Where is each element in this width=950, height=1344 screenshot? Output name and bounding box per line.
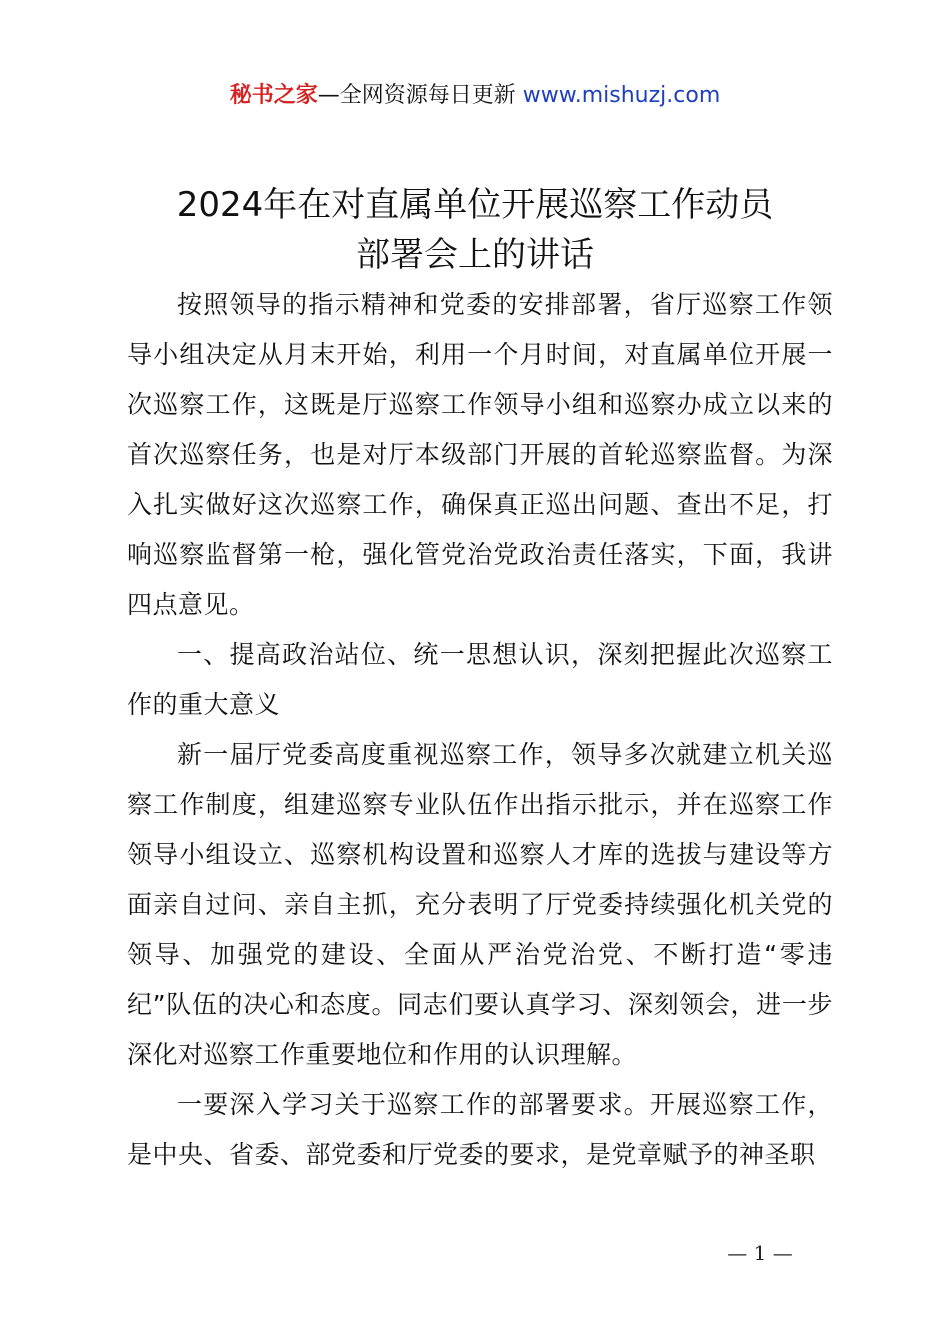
title-line-2: 部署会上的讲话: [356, 235, 594, 275]
brand-name: 秘书之家: [229, 83, 318, 108]
section-heading-1: 一、提高政治站位、统一思想认识，深刻把握此次巡察工作的重大意义: [127, 640, 833, 719]
site-header: [0, 80, 950, 112]
document-title: [0, 180, 950, 280]
site-url-link[interactable]: www.mishuzj.com: [522, 83, 721, 108]
paragraph-intro: 按照领导的指示精神和党委的安排部署，省厅巡察工作领导小组决定从月末开始，利用一个月时间，对直属单位开展一次巡察工作，这既是厅巡察工作领导小组和巡察办成立以来的首次巡察任务，也是对厅本级部门开展的首轮巡察监督。为深入扎实做好这次巡察工作，确保真正巡出问题、查出不足，打响巡察监督第一枪，强化管党治党政治责任落实，下面，我讲四点意见。: [127, 290, 833, 619]
header-tagline: —全网资源每日更新: [317, 83, 523, 108]
document-body: [127, 280, 833, 1180]
paragraph-body: 一要深入学习关于巡察工作的部署要求。开展巡察工作，是中央、省委、部党委和厅党委的要求，是党章赋予的神圣职: [127, 1090, 833, 1169]
paragraph-body: 新一届厅党委高度重视巡察工作，领导多次就建立机关巡察工作制度，组建巡察专业队伍作出指示批示，并在巡察工作领导小组设立、巡察机构设置和巡察人才库的选拔与建设等方面亲自过问、亲自主抓，充分表明了厅党委持续强化机关党的领导、加强党的建设、全面从严治党治党、不断打造“零违纪”队伍的决心和态度。同志们要认真学习、深刻领会，进一步深化对巡察工作重要地位和作用的认识理解。: [127, 740, 833, 1069]
title-line-1: 2024年在对直属单位开展巡察工作动员: [176, 185, 774, 225]
page-number: — 1 —: [727, 1241, 793, 1265]
